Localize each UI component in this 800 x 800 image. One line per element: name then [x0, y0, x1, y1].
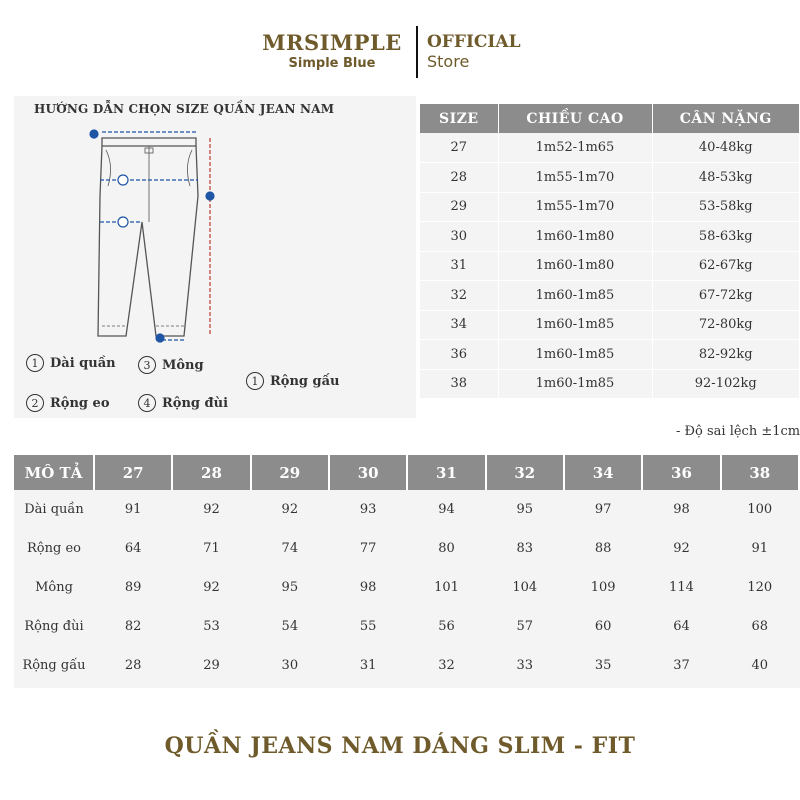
table-row — [420, 369, 800, 399]
measurement-cell: 32 — [438, 658, 455, 673]
legend-label: Dài quần — [50, 355, 116, 371]
measurement-cell: 31 — [359, 658, 377, 673]
brand-store: Store — [427, 52, 470, 71]
measurement-cell: 80 — [438, 541, 455, 556]
measurement-cell: 94 — [438, 502, 455, 517]
table-row — [14, 490, 799, 529]
col-header-weight: CÂN NẶNG — [652, 104, 800, 133]
weight-cell: 72-80kg — [652, 310, 800, 340]
measurement-cell: 98 — [359, 580, 377, 595]
col-header-height: CHIỀU CAO — [498, 104, 652, 133]
brand-name: MRSIMPLE — [262, 30, 402, 55]
legend-label: Rộng đùi — [162, 395, 229, 411]
size-cell: 36 — [420, 340, 498, 370]
pants-diagram — [14, 126, 254, 346]
col-header-size: 28 — [172, 455, 250, 490]
weight-cell: 58-63kg — [652, 222, 800, 252]
measurement-cell: 92 — [203, 580, 220, 595]
size-cell: 31 — [420, 251, 498, 281]
measurement-cell: 64 — [673, 619, 690, 634]
measurement-cell: 83 — [516, 541, 534, 556]
legend-item-waist — [26, 394, 109, 412]
measurement-cell: 28 — [124, 658, 142, 673]
measurement-cell: 91 — [124, 502, 142, 517]
measurement-table — [14, 455, 800, 685]
row-label: Rộng eo — [27, 541, 81, 556]
table-row — [420, 222, 800, 252]
height-cell: 1m60-1m80 — [498, 222, 652, 252]
weight-cell: 48-53kg — [652, 163, 800, 193]
weight-cell: 67-72kg — [652, 281, 800, 311]
row-label: Mông — [35, 580, 73, 595]
measurement-cell: 56 — [438, 619, 455, 634]
measurement-cell: 95 — [281, 580, 299, 595]
measurement-cell: 104 — [512, 580, 538, 595]
row-label: Rộng đùi — [24, 619, 84, 634]
brand-tagline: Simple Blue — [288, 56, 376, 71]
size-chart-table — [420, 104, 800, 399]
measurement-cell: 74 — [281, 541, 299, 556]
legend-number: 1 — [246, 372, 264, 390]
measurement-cell: 64 — [124, 541, 142, 556]
col-header-size: 34 — [564, 455, 642, 490]
hem-measure-arrow — [156, 334, 184, 342]
measurement-cell: 92 — [281, 502, 299, 517]
legend-item-length — [26, 354, 116, 372]
measurement-cell: 33 — [516, 658, 534, 673]
weight-cell: 62-67kg — [652, 251, 800, 281]
measurement-cell: 30 — [281, 658, 299, 673]
legend-label: Rộng gấu — [270, 373, 340, 389]
measurement-cell: 92 — [673, 541, 690, 556]
size-cell: 32 — [420, 281, 498, 311]
size-cell: 38 — [420, 369, 498, 399]
row-label: Dài quần — [24, 502, 84, 517]
measurement-cell: 91 — [751, 541, 769, 556]
table-row — [420, 340, 800, 370]
size-cell: 29 — [420, 192, 498, 222]
col-header-size: 38 — [721, 455, 799, 490]
measurement-cell: 120 — [747, 580, 773, 595]
table-row — [420, 310, 800, 340]
length-measure-arrow — [206, 138, 214, 336]
size-cell: 27 — [420, 133, 498, 163]
brand-official: OFFICIAL — [427, 32, 521, 52]
height-cell: 1m60-1m85 — [498, 310, 652, 340]
height-cell: 1m60-1m85 — [498, 281, 652, 311]
table-row — [420, 163, 800, 193]
row-label: Rộng gấu — [22, 658, 86, 673]
table-row — [420, 251, 800, 281]
measurement-cell: 88 — [594, 541, 612, 556]
brand-store-label — [427, 32, 521, 71]
measurement-cell: 68 — [751, 619, 769, 634]
col-header-size: SIZE — [420, 104, 498, 133]
legend-label: Rộng eo — [50, 395, 110, 411]
size-table-header — [420, 104, 800, 133]
table-row — [420, 133, 800, 163]
table-row — [420, 281, 800, 311]
measurement-cell: 95 — [516, 502, 534, 517]
measurement-cell: 35 — [594, 658, 612, 673]
pants-outline-icon — [98, 138, 198, 336]
measurement-cell: 82 — [124, 619, 142, 634]
table-row — [420, 192, 800, 222]
measurement-cell: 100 — [747, 502, 773, 517]
measurement-cell: 71 — [203, 541, 220, 556]
size-cell: 30 — [420, 222, 498, 252]
legend-number: 4 — [138, 394, 156, 412]
col-header-size: 30 — [329, 455, 407, 490]
weight-cell: 53-58kg — [652, 192, 800, 222]
measurement-cell: 53 — [203, 619, 220, 634]
measurement-table-container — [14, 455, 800, 688]
size-cell: 34 — [420, 310, 498, 340]
weight-cell: 92-102kg — [652, 369, 800, 399]
measurement-cell: 114 — [669, 580, 694, 595]
table-row — [14, 646, 799, 685]
height-cell: 1m55-1m70 — [498, 192, 652, 222]
measurement-cell: 89 — [124, 580, 142, 595]
legend-item-hem — [246, 372, 340, 390]
measurement-cell: 40 — [751, 658, 769, 673]
height-cell: 1m60-1m85 — [498, 340, 652, 370]
legend-item-hip — [138, 356, 204, 374]
brand-logo — [252, 30, 412, 71]
measurement-cell: 55 — [359, 619, 377, 634]
measurement-cell: 98 — [673, 502, 690, 517]
measurement-cell: 101 — [434, 580, 459, 595]
table-row — [14, 568, 799, 607]
measurement-cell: 93 — [359, 502, 377, 517]
weight-cell: 40-48kg — [652, 133, 800, 163]
col-header-size: 32 — [486, 455, 564, 490]
measurement-cell: 57 — [516, 619, 534, 634]
weight-cell: 82-92kg — [652, 340, 800, 370]
height-cell: 1m55-1m70 — [498, 163, 652, 193]
col-header-size: 31 — [407, 455, 485, 490]
product-title: QUẦN JEANS NAM DÁNG SLIM - FIT — [164, 733, 636, 759]
table-row — [14, 529, 799, 568]
measurement-cell: 109 — [590, 580, 616, 595]
measurement-cell: 37 — [673, 658, 690, 673]
col-header-size: 29 — [251, 455, 329, 490]
table-row — [14, 607, 799, 646]
legend-number: 3 — [138, 356, 156, 374]
brand-divider — [416, 26, 418, 78]
col-header-description: MÔ TẢ — [14, 455, 94, 490]
measurement-cell: 92 — [203, 502, 220, 517]
col-header-size: 27 — [94, 455, 172, 490]
measurement-cell: 54 — [281, 619, 299, 634]
measurement-cell: 77 — [359, 541, 377, 556]
size-cell: 28 — [420, 163, 498, 193]
height-cell: 1m60-1m85 — [498, 369, 652, 399]
tolerance-note: - Độ sai lệch ±1cm — [676, 424, 800, 439]
legend-label: Mông — [162, 357, 204, 373]
measurement-table-header — [14, 455, 799, 490]
measurement-cell: 97 — [594, 502, 612, 517]
height-cell: 1m52-1m65 — [498, 133, 652, 163]
guide-title: HƯỚNG DẪN CHỌN SIZE QUẦN JEAN NAM — [34, 102, 335, 116]
legend-item-thigh — [138, 394, 228, 412]
thigh-measure-arrow — [100, 217, 142, 227]
legend-number: 1 — [26, 354, 44, 372]
measurement-cell: 60 — [594, 619, 612, 634]
size-guide-panel — [14, 96, 416, 418]
measurement-cell: 29 — [203, 658, 220, 673]
height-cell: 1m60-1m80 — [498, 251, 652, 281]
legend-number: 2 — [26, 394, 44, 412]
waist-measure-arrow — [90, 130, 196, 138]
col-header-size: 36 — [642, 455, 720, 490]
